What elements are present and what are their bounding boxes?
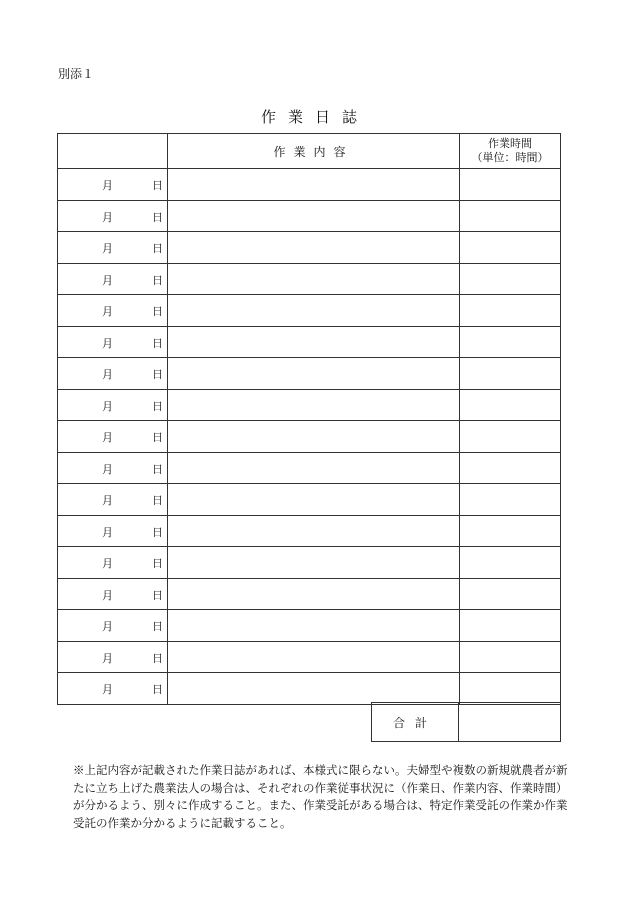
table-row: [58, 200, 561, 232]
total-row: [372, 703, 561, 742]
day-label: 日: [152, 620, 163, 633]
date-cell[interactable]: [58, 421, 168, 453]
day-label: 日: [152, 651, 163, 665]
date-cell[interactable]: [58, 263, 168, 295]
month-label: 月: [102, 368, 113, 381]
date-cell[interactable]: [58, 358, 168, 390]
annex-label: 別添１: [58, 67, 95, 81]
work-hours-cell[interactable]: [460, 515, 561, 547]
date-cell[interactable]: [58, 484, 168, 516]
table-header-row: [58, 134, 561, 169]
work-content-cell[interactable]: [168, 547, 460, 579]
date-cell[interactable]: [58, 673, 168, 705]
work-hours-cell[interactable]: [460, 578, 561, 610]
work-content-cell[interactable]: [168, 358, 460, 390]
table-row: [58, 673, 561, 705]
header-work-content: 作業内容: [168, 134, 460, 169]
table-row: [58, 484, 561, 516]
work-hours-cell[interactable]: [460, 421, 561, 453]
date-cell[interactable]: [58, 295, 168, 327]
work-content-cell[interactable]: [168, 326, 460, 358]
table-row: [58, 326, 561, 358]
header-hours-line1: 作業時間: [488, 137, 532, 150]
table-body: [58, 169, 561, 705]
day-label: 日: [152, 494, 163, 507]
month-label: 月: [102, 210, 113, 224]
work-content-cell[interactable]: [168, 578, 460, 610]
work-content-cell[interactable]: [168, 263, 460, 295]
date-cell[interactable]: [58, 326, 168, 358]
day-label: 日: [152, 305, 163, 318]
work-hours-cell[interactable]: [460, 200, 561, 232]
table-row: [58, 578, 561, 610]
month-label: 月: [102, 305, 113, 318]
day-label: 日: [152, 399, 163, 413]
day-label: 日: [152, 525, 163, 539]
table-row: [58, 295, 561, 327]
date-cell[interactable]: [58, 452, 168, 484]
month-label: 月: [102, 273, 113, 287]
table-row: [58, 515, 561, 547]
day-label: 日: [152, 210, 163, 224]
work-hours-cell[interactable]: [460, 169, 561, 201]
work-hours-cell[interactable]: [460, 232, 561, 264]
work-hours-cell[interactable]: [460, 452, 561, 484]
work-content-cell[interactable]: [168, 232, 460, 264]
month-label: 月: [102, 179, 113, 192]
work-hours-cell[interactable]: [460, 610, 561, 642]
date-cell[interactable]: [58, 169, 168, 201]
date-cell[interactable]: [58, 547, 168, 579]
work-hours-cell[interactable]: [460, 673, 561, 705]
day-label: 日: [152, 588, 163, 602]
month-label: 月: [102, 494, 113, 507]
work-hours-cell[interactable]: [460, 389, 561, 421]
table-row: [58, 389, 561, 421]
month-label: 月: [102, 242, 113, 255]
day-label: 日: [152, 368, 163, 381]
work-hours-cell[interactable]: [460, 547, 561, 579]
work-content-cell[interactable]: [168, 169, 460, 201]
table-row: [58, 421, 561, 453]
table-row: [58, 452, 561, 484]
table-row: [58, 263, 561, 295]
total-hours-cell[interactable]: [459, 703, 561, 742]
month-label: 月: [102, 557, 113, 570]
work-content-cell[interactable]: [168, 610, 460, 642]
day-label: 日: [152, 462, 163, 476]
table-row: [58, 169, 561, 201]
header-date: [58, 134, 168, 169]
table-row: [58, 232, 561, 264]
date-cell[interactable]: [58, 232, 168, 264]
work-hours-cell[interactable]: [460, 263, 561, 295]
month-label: 月: [102, 431, 113, 444]
work-content-cell[interactable]: [168, 421, 460, 453]
work-log-table: [57, 133, 561, 705]
total-label: 合計: [372, 703, 459, 742]
work-content-cell[interactable]: [168, 484, 460, 516]
work-content-cell[interactable]: [168, 673, 460, 705]
table-row: [58, 358, 561, 390]
month-label: 月: [102, 525, 113, 539]
date-cell[interactable]: [58, 200, 168, 232]
table-row: [58, 641, 561, 673]
header-work-hours: [460, 134, 561, 169]
table-row: [58, 610, 561, 642]
total-table: [371, 702, 561, 742]
date-cell[interactable]: [58, 578, 168, 610]
date-cell[interactable]: [58, 515, 168, 547]
date-cell[interactable]: [58, 389, 168, 421]
day-label: 日: [152, 273, 163, 287]
month-label: 月: [102, 399, 113, 413]
day-label: 日: [152, 683, 163, 696]
day-label: 日: [152, 179, 163, 192]
month-label: 月: [102, 651, 113, 665]
work-hours-cell[interactable]: [460, 358, 561, 390]
header-hours-line2: （単位：時間）: [471, 151, 549, 164]
day-label: 日: [152, 557, 163, 570]
work-content-cell[interactable]: [168, 515, 460, 547]
day-label: 日: [152, 242, 163, 255]
work-content-cell[interactable]: [168, 389, 460, 421]
work-hours-cell[interactable]: [460, 295, 561, 327]
day-label: 日: [152, 431, 163, 444]
date-cell[interactable]: [58, 610, 168, 642]
month-label: 月: [102, 683, 113, 696]
work-content-cell[interactable]: [168, 452, 460, 484]
page-title: 作業日誌: [260, 108, 369, 126]
table-row: [58, 547, 561, 579]
month-label: 月: [102, 462, 113, 476]
footnote: ※上記内容が記載された作業日誌があれば、本様式に限らない。夫婦型や複数の新規就農者が新たに立ち上げた農業法人の場合は、それぞれの作業従事状況に（作業日、作業内容、作業時間）が分かるよう、別々に作成すること。また、作業受託がある場合は、特定作業受託の作業か作業受託の作業か分かるように記載すること。: [73, 763, 568, 830]
date-cell[interactable]: [58, 641, 168, 673]
month-label: 月: [102, 588, 113, 602]
work-content-cell[interactable]: [168, 295, 460, 327]
month-label: 月: [102, 336, 113, 350]
day-label: 日: [152, 336, 163, 350]
work-hours-cell[interactable]: [460, 484, 561, 516]
work-hours-cell[interactable]: [460, 641, 561, 673]
work-content-cell[interactable]: [168, 641, 460, 673]
work-content-cell[interactable]: [168, 200, 460, 232]
month-label: 月: [102, 620, 113, 633]
work-hours-cell[interactable]: [460, 326, 561, 358]
